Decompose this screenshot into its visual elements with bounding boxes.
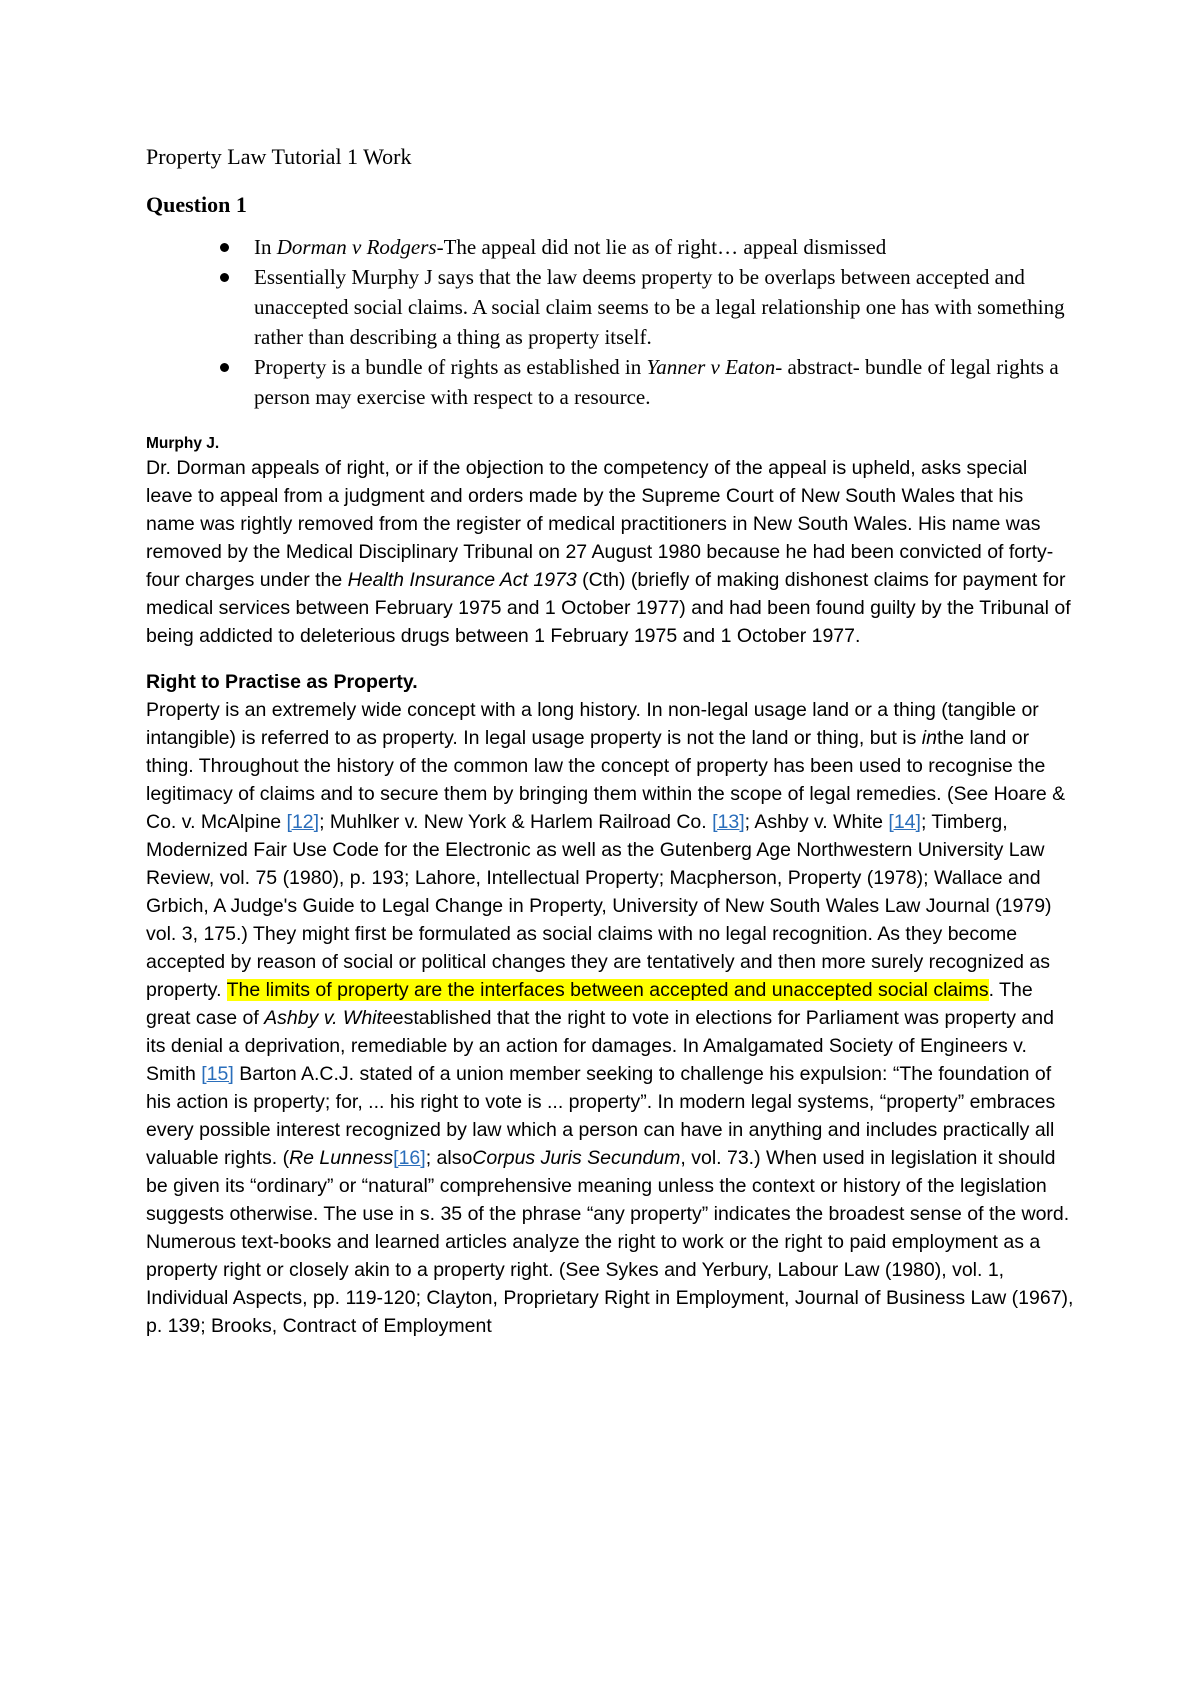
judgment-paragraph-1: Dr. Dorman appeals of right, or if the objection to the competency of the appeal is upheld, asks special leave to appeal from a judgment and orders made by the Supreme Court of New South Wales that his name was rightly removed from the register of medical practitioners in New South Wales. His name was removed by the Medical Disciplinary Tribunal on 27 August 1980 because he had been convicted of forty-four charges under the Health Insurance Act 1973 (Cth) (briefly of making dishonest claims for payment for medical services between February 1975 and 1 October 1977) and had been found guilty by the Tribunal of being addicted to deleterious drugs between 1 February 1975 and 1 October 1977. — [146, 457, 1071, 647]
highlighted-text: The limits of property are the interfaces between accepted and unaccepted social claims — [226, 979, 989, 1001]
bullet-list — [146, 232, 1076, 412]
act-name: Health Insurance Act 1973 — [347, 569, 577, 591]
bullet-icon — [220, 243, 229, 252]
judgment-paragraph-3: Numerous text-books and learned articles analyze the right to work or the right to paid employment as a property right or closely akin to a property right. (See Sykes and Yerbury, Labour Law (1980), vol. 1, Individual Aspects, pp. 119-120; Clayton, Proprietary Right in Employment, Journal of Business Law (1967), p. 139; Brooks, Contract of Employment — [146, 1231, 1074, 1337]
reference-title: Corpus Juris Secundum — [472, 1147, 681, 1169]
bullet-icon — [220, 363, 229, 372]
case-name: Re Lunness — [289, 1147, 394, 1169]
footnote-link-13[interactable]: [13] — [712, 811, 745, 833]
bullet-icon — [220, 273, 229, 282]
section-heading: Right to Practise as Property. — [146, 671, 418, 693]
footnote-link-14[interactable]: [14] — [888, 811, 921, 833]
question-heading: Question 1 — [146, 192, 247, 217]
list-item: In Dorman v Rodgers-The appeal did not lie as of right… appeal dismissed — [146, 232, 1076, 262]
case-name: Dorman v Rodgers — [276, 235, 437, 259]
footnote-link-16[interactable]: [16] — [393, 1147, 426, 1169]
footnote-link-12[interactable]: [12] — [286, 811, 320, 833]
document-title: Property Law Tutorial 1 Work — [146, 144, 412, 169]
footnote-link-15[interactable]: [15] — [201, 1063, 234, 1085]
judge-heading: Murphy J. — [146, 435, 220, 452]
document-page — [146, 142, 1076, 1340]
case-name: Yanner v Eaton — [646, 355, 776, 379]
case-name: Ashby v. White — [264, 1007, 393, 1029]
list-item: Property is a bundle of rights as established in Yanner v Eaton- abstract- bundle of legal rights a person may exercise with respect to a resource. — [146, 352, 1076, 412]
judgment-paragraph-2: Property is an extremely wide concept with a long history. In non-legal usage land or a thing (tangible or intangible) is referred to as property. In legal usage property is not the land or thing, but is inthe land or thing. Throughout the history of the common law the concept of property has been used to recognise the legitimacy of claims and to secure them by bringing them within the scope of legal remedies. (See Hoare & Co. v. McAlpine [12]; Muhlker v. New York & Harlem Railroad Co. [13]; Ashby v. White [14]; Timberg, Modernized Fair Use Code for the Electronic as well as the Gutenberg Age Northwestern University Law Review, vol. 75 (1980), p. 193; Lahore, Intellectual Property; Macpherson, Property (1978); Wallace and Grbich, A Judge's Guide to Legal Change in Property, University of New South Wales Law Journal (1979) vol. 3, 175.) They might first be formulated as social claims with no legal recognition. As they become accepted by reason of social or political changes they are tentatively and then more surely recognized as property. The limits of property are the interfaces between accepted and unaccepted social claims. The great case of Ashby v. Whiteestablished that the right to vote in elections for Parliament was property and its denial a deprivation, remediable by an action for damages. In Amalgamated Society of Engineers v. Smith [15] Barton A.C.J. stated of a union member seeking to challenge his expulsion: “The foundation of his action is property; for, ... his right to vote is ... property”. In modern legal systems, “property” embraces every possible interest recognized by law which a person can have in anything and includes practically all valuable rights. (Re Lunness[16]; alsoCorpus Juris Secundum, vol. 73.) When used in legislation it should be given its “ordinary” or “natural” comprehensive meaning unless the context or history of the legislation suggests otherwise. The use in s. 35 of the phrase “any property” indicates the broadest sense of the word. — [146, 699, 1070, 1225]
list-item: Essentially Murphy J says that the law deems property to be overlaps between accepted and unaccepted social claims. A social claim seems to be a legal relationship one has with something rather than describing a thing as property itself. — [146, 262, 1076, 352]
